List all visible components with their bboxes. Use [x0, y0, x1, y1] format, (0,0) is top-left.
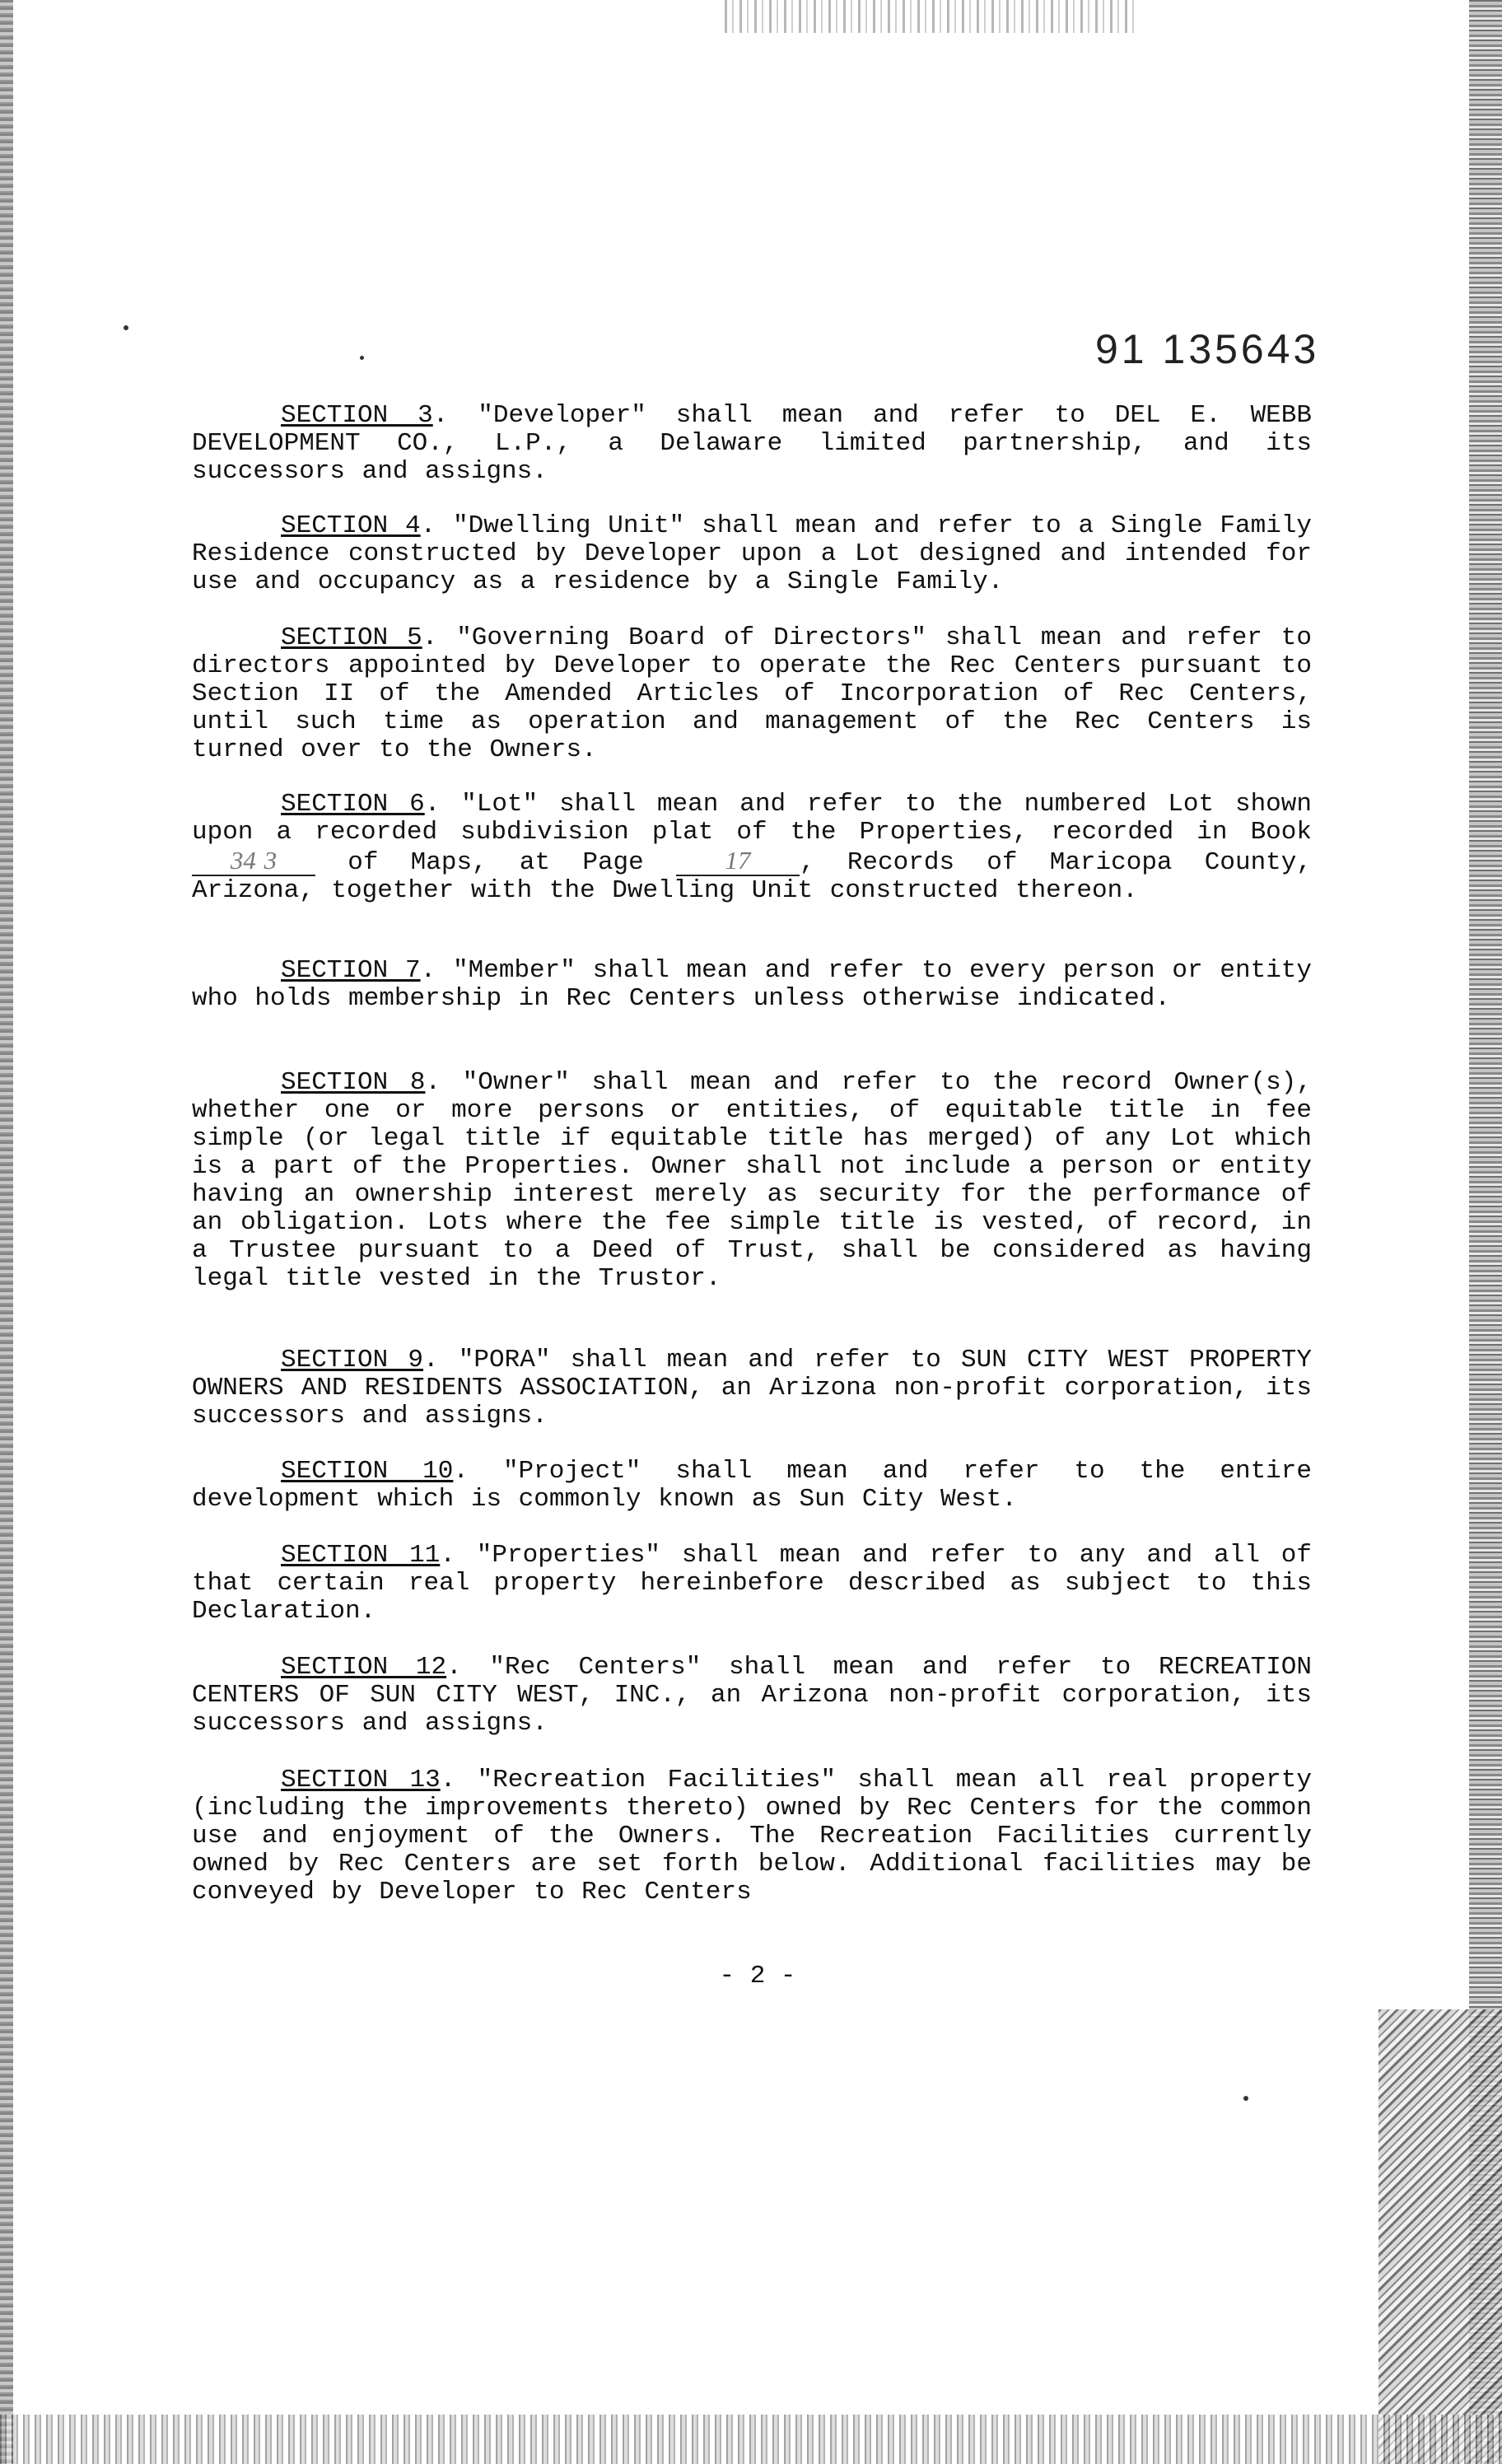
- section-text: . "Member" shall mean and refer to every person or entity who holds membership in Rec Centers unless otherwise indicated.: [192, 956, 1313, 1013]
- section-heading: SECTION 7: [281, 956, 421, 985]
- section-text: . "Project" shall mean and refer to the entire development which is commonly known as Sun City West.: [192, 1457, 1312, 1514]
- scan-speck: [124, 325, 128, 330]
- section-heading: SECTION 11: [281, 1541, 441, 1570]
- section-4: [192, 512, 1312, 596]
- section-heading: SECTION 12: [281, 1653, 447, 1682]
- section-13: [192, 1766, 1312, 1906]
- page-number-field: 17: [676, 847, 800, 876]
- section-text: . "Governing Board of Directors" shall mean and refer to directors appointed by Developer to operate the Rec Centers pursuant to Section II of the Amended Articles of Incorporation of Rec Centers, until such time as operation and management of the Rec Centers is turned over to the Owners.: [192, 623, 1312, 764]
- page-number: - 2 -: [719, 1962, 796, 1990]
- scan-edge-left: [0, 0, 13, 2464]
- section-heading: SECTION 5: [281, 623, 422, 652]
- scan-edge-bottom: [0, 2415, 1502, 2464]
- section-heading: SECTION 8: [281, 1068, 426, 1097]
- section-heading: SECTION 9: [281, 1346, 424, 1374]
- section-heading: SECTION 13: [281, 1766, 441, 1794]
- scan-noise-bottom-right: [1378, 2009, 1502, 2464]
- section-text: . "Owner" shall mean and refer to the record Owner(s), whether one or more persons or entities, of equitable title in fee simple (or legal title if equitable title has merged) of any Lot which is a part of the Properties. Owner shall not include a person or entity having an ownership interest merely as security for the performance of an obligation. Lots where the fee simple title is vested, of record, in a Trustee pursuant to a Deed of Trust, shall be considered as having legal title vested in the Trustor.: [192, 1068, 1312, 1293]
- section-text: . "Recreation Facilities" shall mean all real property (including the improvements thereto) owned by Rec Centers for the common use and enjoyment of the Owners. The Recreation Facilities currently owned by Rec Centers are set forth below. Additional facilities may be conveyed by Developer to Rec Centers: [192, 1766, 1312, 1906]
- section-6: [192, 791, 1312, 905]
- section-text: . "Rec Centers" shall mean and refer to RECREATION CENTERS OF SUN CITY WEST, INC., an Arizona non-profit corporation, its successors and assigns.: [192, 1653, 1312, 1738]
- section-text: of Maps, at Page: [348, 848, 644, 877]
- scan-speck: [1243, 2096, 1248, 2101]
- section-text: . "Developer" shall mean and refer to DEL E. WEBB DEVELOPMENT CO., L.P., a Delaware limited partnership, and its successors and assigns.: [192, 401, 1312, 486]
- scan-noise-top: [725, 0, 1136, 33]
- scan-speck: [360, 356, 364, 360]
- section-10: [192, 1458, 1312, 1514]
- section-text: . "Dwelling Unit" shall mean and refer to a Single Family Residence constructed by Developer upon a Lot designed and intended for use and occupancy as a residence by a Single Family.: [192, 511, 1313, 596]
- section-heading: SECTION 3: [281, 401, 433, 430]
- section-7: [192, 957, 1312, 1013]
- section-heading: SECTION 10: [281, 1457, 454, 1486]
- recording-number: 91 135643: [1095, 326, 1320, 372]
- section-text: , Records of Maricopa County, Arizona, together with the Dwelling Unit constructed thereon.: [192, 848, 1312, 905]
- section-12: [192, 1654, 1312, 1738]
- section-text: . "Properties" shall mean and refer to any and all of that certain real property hereinbefore described as subject to this Declaration.: [192, 1541, 1313, 1626]
- section-8: [192, 1069, 1312, 1293]
- section-11: [192, 1542, 1312, 1626]
- section-heading: SECTION 6: [281, 790, 425, 819]
- section-text: . "PORA" shall mean and refer to SUN CITY WEST PROPERTY OWNERS AND RESIDENTS ASSOCIATION, an Arizona non-profit corporation, its successors and assigns.: [192, 1346, 1312, 1430]
- book-number-field: 34 3: [192, 847, 315, 876]
- section-5: [192, 624, 1312, 764]
- section-3: [192, 402, 1312, 486]
- section-heading: SECTION 4: [281, 511, 421, 540]
- section-text: . "Lot" shall mean and refer to the numbered Lot shown upon a recorded subdivision plat of the Properties, recorded in Book: [192, 790, 1312, 847]
- section-9: [192, 1346, 1312, 1430]
